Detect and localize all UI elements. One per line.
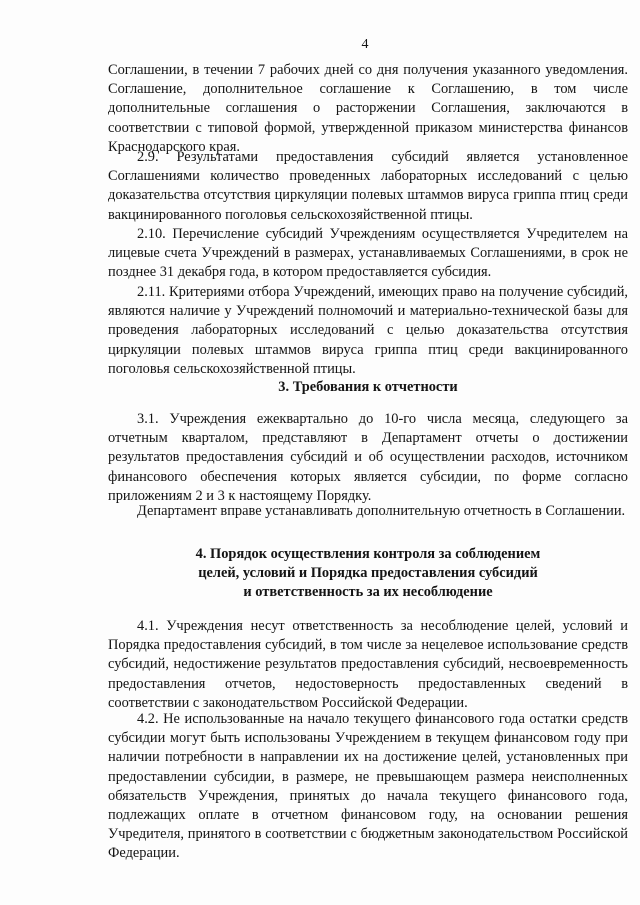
section-4-heading-line-2: целей, условий и Порядка предоставления субсидий: [198, 565, 538, 582]
paragraph-continuation: Соглашении, в течении 7 рабочих дней со дня получения указанного уведомления. Соглашение, дополнительное соглашение к Соглашению, в том числе дополнительные соглашения о расторжении Соглашения, заключаются в соответствии с типовой формой, утвержденной приказом министерства финансов Краснодарского края.: [108, 62, 628, 155]
paragraph-2-9: 2.9. Результатами предоставления субсидий является установленное Соглашениями количество проведенных лабораторных исследований с целью доказательства отсутствия циркуляции полевых штаммов вируса гриппа птиц среди вакцинированного поголовья сельскохозяйственной птицы.: [108, 149, 628, 223]
paragraph-2-10: 2.10. Перечисление субсидий Учреждениям осуществляется Учредителем на лицевые счета Учреждений в размерах, устанавливаемых Соглашениями, в срок не позднее 31 декабря года, в котором предоставляется субсидия.: [108, 226, 628, 281]
section-3-heading: 3. Требования к отчетности: [278, 379, 458, 395]
paragraph-4-2: 4.2. Не использованные на начало текущего финансового года остатки средств субсидии могут быть использованы Учреждением в текущем финансовом году при наличии потребности в направлении их на достижение целей, установленных при предоставлении субсидии, в размере, не превышающем размера неисполненных обязательств Учреждения, принятых до начала текущего финансового года, подлежащих оплате в отчетном финансовом году, на основании решения Учредителя, принятого в соответствии с бюджетным законодательством Российской Федерации.: [108, 711, 628, 862]
paragraph-3-1: 3.1. Учреждения ежеквартально до 10-го числа месяца, следующего за отчетным кварталом, представляют в Департамент отчеты о достижении результатов предоставления субсидий и об осуществлении расходов, источником финансового обеспечения которых является субсидии, по форме согласно приложениям 2 и 3 к настоящему Порядку.: [108, 411, 628, 504]
paragraph-2-11: 2.11. Критериями отбора Учреждений, имеющих право на получение субсидий, являются наличие у Учреждений полномочий и материально-технической базы для проведения лабораторных исследований с целью доказательства отсутствия циркуляции полевых штаммов вируса гриппа птиц среди вакцинированного поголовья сельскохозяйственной птицы.: [108, 284, 628, 377]
section-4-heading-line-1: 4. Порядок осуществления контроля за соблюдением: [195, 546, 541, 562]
section-4-heading: [108, 545, 628, 603]
paragraph-4-1: 4.1. Учреждения несут ответственность за несоблюдение целей, условий и Порядка предоставления субсидий, в том числе за нецелевое использование средств субсидий, недостижение результатов предоставления субсидий, несвоевременность предоставления отчетов, недостоверность предоставленных сведений в соответствии с законодательством Российской Федерации.: [108, 618, 628, 711]
section-4-heading-line-3: и ответственность за их несоблюдение: [243, 584, 493, 601]
paragraph-3-department: Департамент вправе устанавливать дополнительную отчетность в Соглашении.: [137, 503, 626, 519]
page-number: 4: [361, 37, 369, 52]
